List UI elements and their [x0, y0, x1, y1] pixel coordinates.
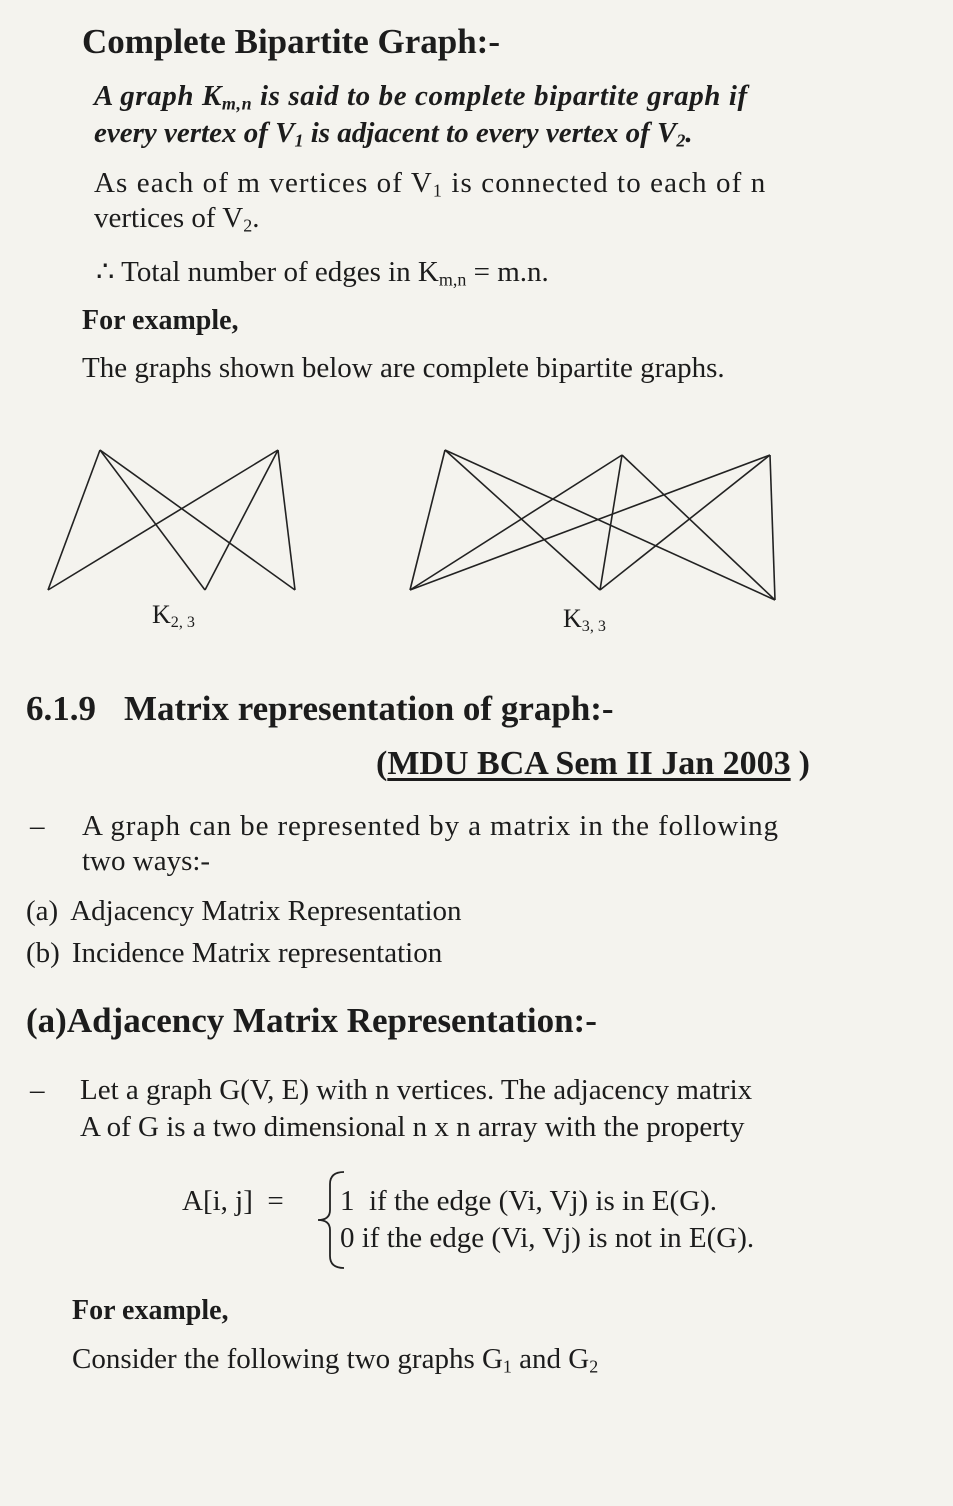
section-heading-complete-bipartite: Complete Bipartite Graph:-: [82, 22, 500, 61]
list-item-text: Adjacency Matrix Representation: [70, 895, 462, 927]
list-item-text: Incidence Matrix representation: [71, 937, 443, 969]
section-title: Matrix representation of graph:-: [124, 689, 614, 728]
subscript: 1: [294, 130, 304, 151]
example-label-2: For example,: [72, 1295, 229, 1326]
consider-text: and G: [511, 1343, 590, 1375]
exam-reference-text: MDU BCA Sem II Jan 2003: [387, 745, 791, 782]
k33-graph: [410, 450, 775, 600]
intro-line-1: A graph can be represented by a matrix in the following: [82, 810, 779, 842]
graph-edge: [410, 450, 445, 590]
subscript: 3, 3: [581, 618, 606, 636]
graph-edge: [100, 450, 205, 590]
graph-label-text: K: [152, 600, 171, 629]
graph-edge: [770, 455, 775, 600]
graph-label-text: K: [563, 604, 582, 633]
subsection-heading-adjacency: [26, 1001, 597, 1041]
graph-edge: [622, 455, 775, 600]
graph-edge: [100, 450, 295, 590]
exam-reference: [376, 745, 810, 783]
adjacency-line-2: A of G is a two dimensional n x n array with the property: [80, 1111, 745, 1143]
subscript: 2: [676, 130, 686, 151]
formula-case-1: 1 if the edge (Vi, Vj) is in E(G).: [340, 1185, 718, 1217]
list-item-a: [26, 895, 462, 928]
definition-text: every vertex of V: [94, 117, 295, 149]
subscript: 2, 3: [170, 614, 195, 632]
consider-text: Consider the following two graphs G: [72, 1343, 503, 1375]
subscript: 1: [502, 1356, 512, 1377]
paragraph-text: vertices of V: [94, 202, 244, 234]
therefore-symbol: ∴: [96, 256, 115, 288]
k23-label: [152, 600, 195, 630]
paren: ): [798, 745, 810, 782]
formula-case-2: 0 if the edge (Vi, Vj) is not in E(G).: [340, 1222, 755, 1254]
subscript: 2: [243, 215, 253, 236]
subscript: 2: [589, 1356, 599, 1377]
adjacency-line-1: Let a graph G(V, E) with n vertices. The adjacency matrix: [80, 1074, 753, 1106]
definition-text: is adjacent to every vertex of V: [303, 117, 677, 149]
section-number: 6.1.9: [26, 689, 96, 728]
list-item-b: [26, 937, 442, 970]
bipartite-figures: [0, 0, 953, 700]
graph-edge: [278, 450, 295, 590]
total-edges-text: = m.n.: [466, 256, 549, 288]
k23-graph: [48, 450, 295, 590]
adjacency-dash: –: [30, 1074, 45, 1106]
intro-dash: –: [30, 810, 45, 842]
subscript: m,n: [221, 93, 253, 114]
definition-text: is said to be complete bipartite graph if: [252, 80, 748, 112]
graph-edge: [600, 455, 770, 590]
definition-text: .: [685, 117, 693, 149]
total-edges-text: Total number of edges in K: [114, 256, 439, 288]
graph-edge: [48, 450, 278, 590]
graph-edge: [48, 450, 100, 590]
list-marker: (b): [26, 937, 60, 969]
subsection-title: Adjacency Matrix Representation:-: [66, 1001, 597, 1040]
paragraph-text: As each of m vertices of V: [94, 167, 433, 199]
example-text: The graphs shown below are complete bipartite graphs.: [82, 352, 725, 384]
formula-brace: [310, 1168, 350, 1272]
subscript: 1: [432, 180, 443, 201]
k33-label: [563, 604, 606, 634]
intro-line-2: two ways:-: [82, 845, 211, 877]
formula-lhs: A[i, j] =: [182, 1185, 284, 1217]
paragraph-text: is connected to each of n: [443, 167, 767, 199]
definition-text: A graph K: [94, 80, 222, 112]
section-heading-matrix: [26, 689, 614, 729]
consider-line: [72, 1343, 598, 1376]
example-label: For example,: [82, 305, 239, 336]
subsection-marker: (a): [26, 1001, 67, 1040]
list-marker: (a): [26, 895, 59, 927]
subscript: m,n: [438, 269, 467, 290]
paragraph-text: .: [252, 202, 260, 234]
paren: (: [376, 745, 388, 782]
